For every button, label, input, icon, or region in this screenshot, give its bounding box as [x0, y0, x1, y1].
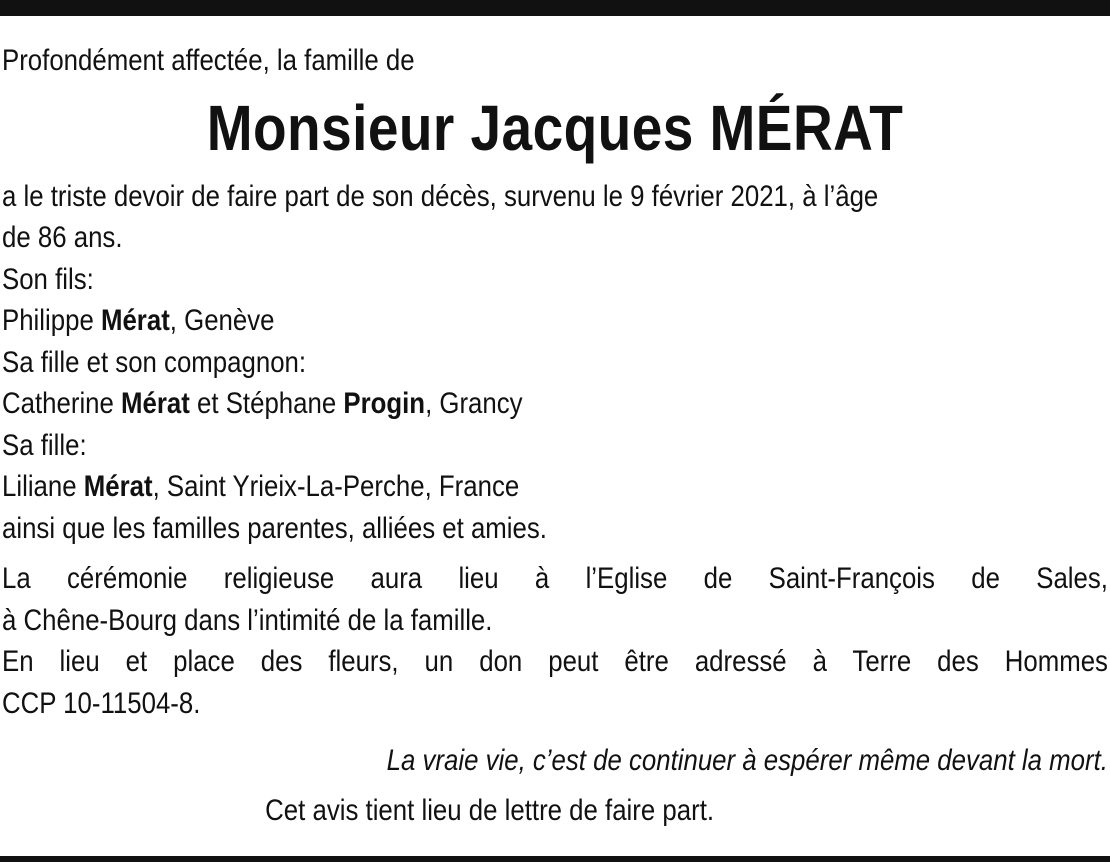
connector-text: et Stéphane [189, 387, 344, 420]
daughter2-first-name: Liliane [2, 470, 84, 503]
daughter2-last-name: Mérat [83, 470, 153, 503]
obituary-notice [2, 40, 1108, 831]
paragraph-gap [2, 549, 1108, 558]
deceased-name: Monsieur Jacques MÉRAT [206, 91, 904, 164]
daughter2-entry [2, 466, 1108, 508]
announcement-line-2: de 86 ans. [2, 221, 123, 254]
intro-text: Profondément affectée, la famille de [2, 44, 415, 77]
ceremony-line-1: La cérémonie religieuse aura lieu à l’Eglise de Saint-François de Sales, [2, 562, 1108, 595]
donation-line-1: En lieu et place des fleurs, un don peut être adressé à Terre des Hommes [2, 645, 1108, 678]
son-entry [2, 300, 1108, 342]
announcement-line-1: a le triste devoir de faire part de son décès, survenu le 9 février 2021, à l’âge [2, 179, 879, 213]
daughter1-place: , Grancy [425, 387, 523, 420]
closing-statement: Cet avis tient lieu de lettre de faire part. [265, 793, 715, 827]
partner-last-name: Progin [343, 387, 426, 420]
daughter1-last-name: Mérat [121, 387, 190, 420]
daughter1-first-name: Catherine [2, 387, 122, 420]
son-last-name: Mérat [100, 304, 170, 337]
closing-quote: La vraie vie, c’est de continuer à espérer même devant la mort. [386, 744, 1108, 777]
daughter-partner-heading: Sa fille et son compagnon: [2, 345, 307, 379]
daughter2-heading: Sa fille: [2, 428, 87, 462]
daughter2-place: , Saint Yrieix-La-Perche, France [152, 470, 520, 503]
families-line: ainsi que les familles parentes, alliées et amies. [2, 511, 547, 545]
bottom-border-rule [0, 856, 1110, 862]
daughter-partner-entry [2, 383, 1108, 425]
donation-line-2: CCP 10-11504-8. [2, 686, 201, 720]
ceremony-line-2: à Chêne-Bourg dans l’intimité de la famille. [2, 603, 493, 637]
son-place: , Genève [169, 304, 275, 337]
son-heading: Son fils: [2, 262, 94, 296]
son-first-name: Philippe [2, 304, 101, 337]
top-border-rule [0, 0, 1110, 16]
